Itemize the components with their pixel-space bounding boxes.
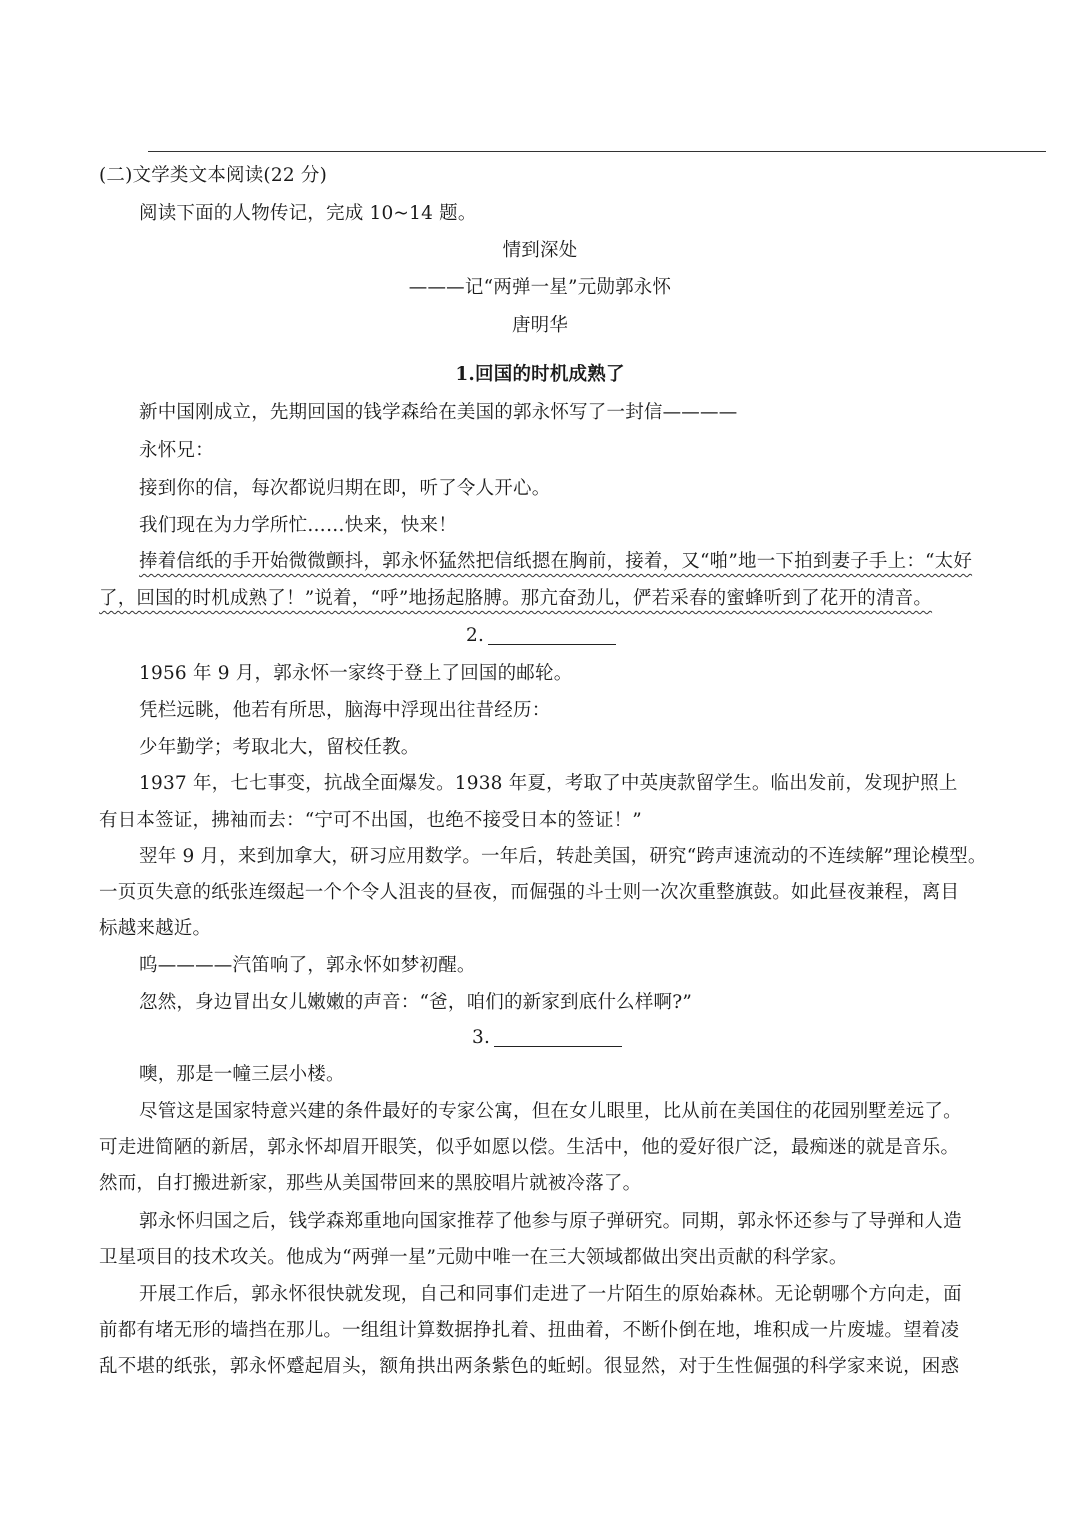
paragraph: 凭栏远眺，他若有所思，脑海中浮现出往昔经历： — [139, 700, 551, 721]
paragraph: 有日本签证，拂袖而去：“宁可不出国，也绝不接受日本的签证！” — [99, 810, 642, 831]
header-rule — [148, 151, 1046, 152]
fill-in-blank — [494, 1045, 622, 1047]
paragraph: 新中国刚成立，先期回国的钱学森给在美国的郭永怀写了一封信———— — [139, 402, 738, 423]
paragraph: 标越来越近。 — [99, 918, 212, 939]
paragraph: 卫星项目的技术攻关。他成为“两弹一星”元勋中唯一在三大领域都做出突出贡献的科学家。 — [99, 1247, 848, 1268]
section-heading-1: 1.回国的时机成熟了 — [455, 364, 625, 385]
section-heading-2: 2. — [0, 623, 1080, 649]
wavy-underlined-text: 了，回国的时机成熟了！”说着，“呼”地扬起胳膊。那亢奋劲儿，俨若采春的蜜蜂听到了花开的清音。 — [99, 588, 933, 609]
paragraph: 翌年 9 月，来到加拿大，研习应用数学。一年后，转赴美国，研究“跨声速流动的不连续解”理论模型。 — [139, 846, 987, 867]
paragraph: 可走进简陋的新居，郭永怀却眉开眼笑，似乎如愿以偿。生活中，他的爱好很广泛，最痴迷的就是音乐。 — [99, 1137, 960, 1158]
paragraph: 1937 年，七七事变，抗战全面爆发。1938 年夏，考取了中英庚款留学生。临出发前，发现护照上 — [139, 773, 958, 794]
paragraph: 1956 年 9 月，郭永怀一家终于登上了回国的邮轮。 — [139, 663, 573, 684]
paragraph: 一页页失意的纸张连缀起一个个令人沮丧的昼夜，而倔强的斗士则一次次重整旗鼓。如此昼夜兼程，离目 — [99, 882, 960, 903]
paragraph: 忽然，身边冒出女儿嫩嫩的声音：“爸，咱们的新家到底什么样啊?” — [139, 992, 693, 1013]
letter-body: 接到你的信，每次都说归期在即，听了令人开心。 — [139, 478, 551, 499]
paragraph: 少年勤学；考取北大，留校任教。 — [139, 737, 420, 758]
paragraph: 郭永怀归国之后，钱学森郑重地向国家推荐了他参与原子弹研究。同期，郭永怀还参与了导弹和人造 — [139, 1211, 962, 1232]
article-title: 情到深处 — [502, 240, 578, 261]
paragraph: 乱不堪的纸张，郭永怀蹙起眉头，额角拱出两条紫色的蚯蚓。很显然，对于生性倔强的科学家来说，困惑 — [99, 1356, 960, 1377]
paragraph: 然而，自打搬进新家，那些从美国带回来的黑胶唱片就被冷落了。 — [99, 1173, 642, 1194]
paragraph: 尽管这是国家特意兴建的条件最好的专家公寓，但在女儿眼里，比从前在美国住的花园别墅差远了。 — [139, 1101, 962, 1122]
paragraph: 呜————汽笛响了，郭永怀如梦初醒。 — [139, 955, 476, 976]
paragraph: 前都有堵无形的墙挡在那儿。一组组计算数据挣扎着、扭曲着，不断仆倒在地，堆积成一片废墟。望着凌 — [99, 1320, 960, 1341]
letter-salutation: 永怀兄： — [139, 440, 214, 461]
wavy-underlined-text: 捧着信纸的手开始微微颤抖，郭永怀猛然把信纸摁在胸前，接着，又“啪”地一下拍到妻子手上：“太好 — [139, 551, 973, 572]
paragraph: 噢，那是一幢三层小楼。 — [139, 1064, 345, 1085]
article-author: 唐明华 — [511, 315, 569, 336]
instruction: 阅读下面的人物传记，完成 10~14 题。 — [139, 203, 477, 224]
paragraph: 开展工作后，郭永怀很快就发现，自己和同事们走进了一片陌生的原始森林。无论朝哪个方向走，面 — [139, 1284, 962, 1305]
paragraph-wavy-underlined — [0, 549, 1080, 575]
section-heading-3: 3. — [0, 1025, 1080, 1051]
article-subtitle: ———记“两弹一星”元勋郭永怀 — [408, 277, 672, 298]
fill-in-blank — [488, 643, 616, 645]
paragraph-wavy-underlined — [0, 586, 1080, 612]
section-header: (二)文学类文本阅读(22 分) — [99, 165, 327, 186]
letter-body: 我们现在为力学所忙……快来，快来！ — [139, 515, 457, 536]
